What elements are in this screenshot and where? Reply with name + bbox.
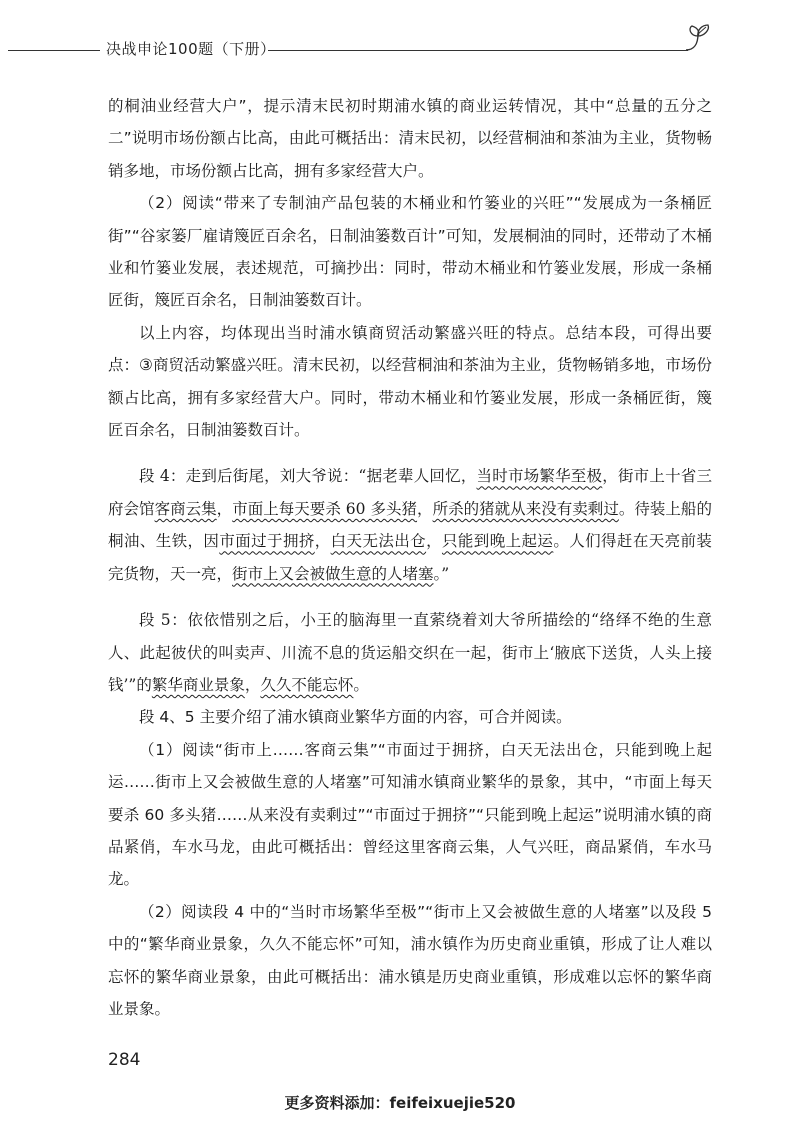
text-run: ， xyxy=(426,532,442,551)
text-run: 段 4、5 主要介绍了浦水镇商业繁华方面的内容，可合并阅读。 xyxy=(139,708,572,727)
text-run: （2）阅读段 4 中的“当时市场繁华至极”“街市上又会被做生意的人堵塞”以及段 5 中的“繁华商业景象，久久不能忘怀”可知，浦水镇作为历史商业重镇，形成了让人难以忘怀的繁华商业景象，由此可概括出：浦水镇是历史商业重镇，形成难以忘怀的繁华商业景象。 xyxy=(108,902,712,1018)
text-run: 。 xyxy=(353,675,369,694)
body-paragraph xyxy=(108,317,712,447)
text-run: 段 5：依依惜别之后，小王的脑海里一直萦绕着刘大爷所描绘的“络绎不绝的生意人、此起彼伏的叫卖声、川流不息的货运船交织在一起，街市上‘腋底下送货，人头上接钱’”的 xyxy=(108,611,712,694)
underlined-phrase: 所杀的猪就从来没有卖剩过 xyxy=(432,499,619,518)
text-run: ， xyxy=(417,499,433,518)
running-header-title: 决战申论100题（下册） xyxy=(106,40,276,58)
header-rule-right xyxy=(268,50,688,51)
text-run: 的桐油业经营大户”，提示清末民初时期浦水镇的商业运转情况，其中“总量的五分之二”说明市场份额占比高，由此可概括出：清末民初，以经营桐油和茶油为主业，货物畅销多地，市场份额占比高，拥有多家经营大户。 xyxy=(108,97,712,180)
excerpt-paragraph xyxy=(108,604,712,701)
underlined-phrase: 白天无法出仓 xyxy=(330,532,427,551)
body-paragraph xyxy=(108,90,712,187)
text-run: 以上内容，均体现出当时浦水镇商贸活动繁盛兴旺的特点。总结本段，可得出要点：③商贸活动繁盛兴旺。清末民初，以经营桐油和茶油为主业，货物畅销多地，市场份额占比高，拥有多家经营大户。同时，带动木桶业和竹篓业发展，形成一条桶匠街，篾匠百余名，日制油篓数百计。 xyxy=(108,323,712,440)
text-run: ，街市上十省三府会馆 xyxy=(108,467,712,518)
leaf-sprout-icon xyxy=(682,22,716,54)
underlined-phrase: 市面上每天要杀 60 多头猪 xyxy=(232,499,418,518)
body-paragraph xyxy=(108,701,712,733)
text-run: （1）阅读“街市上……客商云集”“市面过于拥挤，白天无法出仓，只能到晚上起运……街市上又会被做生意的人堵塞”可知浦水镇商业繁华的景象，其中，“市面上每天要杀 60 多头猪……从来没有卖剩过”“市面过于拥挤”“只能到晚上起运”说明浦水镇的商品紧俏，车水马龙，由此可概括出：曾经这里客商云集，人气兴旺，商品紧俏，车水马龙。 xyxy=(108,740,712,889)
underlined-phrase: 市面过于拥挤 xyxy=(219,532,315,551)
underlined-phrase: 久久不能忘怀 xyxy=(260,675,354,694)
underlined-phrase: 街市上又会被做生意的人堵塞 xyxy=(232,564,434,583)
page-number: 284 xyxy=(108,1050,141,1070)
text-run: 段 4：走到后街尾，刘大爷说：“据老辈人回忆， xyxy=(139,467,477,486)
excerpt-paragraph xyxy=(108,460,712,590)
text-run: 。” xyxy=(433,564,450,583)
header-rule-left xyxy=(8,50,100,51)
body-paragraph xyxy=(108,896,712,1026)
body-text xyxy=(108,90,712,1025)
text-run: 。人们得赶在天亮前装完货物，天一亮， xyxy=(108,532,712,583)
underlined-phrase: 当时市场繁华至极 xyxy=(476,467,603,486)
body-paragraph xyxy=(108,187,712,317)
footer-note: 更多资料添加：feifeixuejie520 xyxy=(284,1094,516,1112)
underlined-phrase: 客商云集 xyxy=(154,499,217,518)
underlined-phrase: 只能到晚上起运 xyxy=(441,532,554,551)
text-run: ， xyxy=(216,499,233,518)
text-run: 。待装上船的桐油、生铁，因 xyxy=(108,499,712,551)
underlined-phrase: 繁华商业景象 xyxy=(151,675,245,694)
text-run: ， xyxy=(314,532,331,551)
text-run: （2）阅读“带来了专制油产品包装的木桶业和竹篓业的兴旺”“发展成为一条桶匠街”“谷家篓厂雇请篾匠百余名，日制油篓数百计”可知，发展桐油的同时，还带动了木桶业和竹篓业发展，表述规范，可摘抄出：同时，带动木桶业和竹篓业发展，形成一条桶匠街，篾匠百余名，日制油篓数百计。 xyxy=(108,194,712,310)
body-paragraph xyxy=(108,734,712,896)
text-run: ， xyxy=(244,675,261,694)
